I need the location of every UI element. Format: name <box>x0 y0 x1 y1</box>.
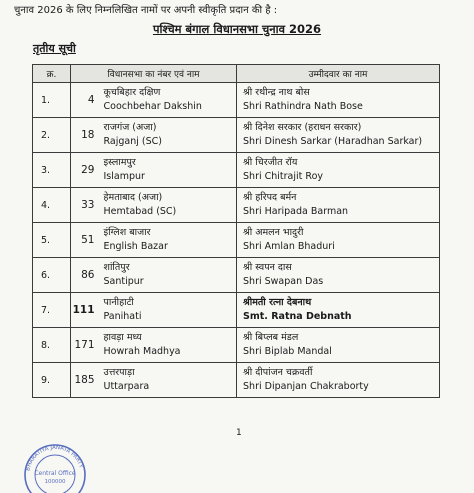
constituency-number: 171 <box>71 328 99 363</box>
constituency-name-english: Santipur <box>103 276 144 287</box>
constituency-name-english: Islampur <box>103 171 145 182</box>
stamp-line2: 100000 <box>44 479 66 485</box>
candidate-name-hindi: श्री दिनेश सरकार (हराधन सरकार) <box>243 122 362 133</box>
candidate-name-english: Shri Chitrajit Roy <box>243 171 324 182</box>
candidate-name-hindi: श्री अमलन भादुरी <box>243 227 304 238</box>
constituency-name-english: Hemtabad (SC) <box>103 206 177 217</box>
constituency-number: 185 <box>71 363 99 398</box>
constituency-name-hindi: हेमताबाद (अजा) <box>103 192 163 203</box>
stamp-ring-text: BHARATIYA JANATA PARTY <box>25 444 84 472</box>
candidate-table <box>32 64 440 398</box>
candidate-name-english: Shri Rathindra Nath Bose <box>243 101 363 112</box>
table-row <box>33 153 440 188</box>
constituency-name-english: Uttarpara <box>103 381 150 392</box>
candidate-name-english: Shri Dipanjan Chakraborty <box>243 381 369 392</box>
constituency-name-cell <box>99 83 237 118</box>
document-heading <box>0 22 474 37</box>
constituency-name-cell <box>99 118 237 153</box>
constituency-name-cell <box>99 293 237 328</box>
table-row <box>33 223 440 258</box>
party-office-stamp <box>15 433 95 493</box>
table-body <box>33 83 440 398</box>
candidate-name-hindi: श्री बिप्लब मंडल <box>243 332 299 343</box>
serial-cell: 2. <box>33 118 71 153</box>
page-number: 1 <box>236 428 242 438</box>
constituency-name-english: Rajganj (SC) <box>103 136 162 147</box>
candidate-name-english: Shri Swapan Das <box>243 276 324 287</box>
constituency-number: 4 <box>71 83 99 118</box>
table-row <box>33 328 440 363</box>
header-serial: क्र. <box>33 65 71 83</box>
candidate-name-english: Shri Amlan Bhaduri <box>243 241 335 252</box>
constituency-name-cell <box>99 363 237 398</box>
candidate-name-cell <box>237 223 440 258</box>
constituency-name-english: Howrah Madhya <box>103 346 181 357</box>
serial-cell: 7. <box>33 293 71 328</box>
table-row <box>33 293 440 328</box>
constituency-name-english: Panihati <box>103 311 142 322</box>
constituency-name-hindi: शांतिपुर <box>103 262 130 273</box>
header-candidate: उम्मीदवार का नाम <box>237 65 440 83</box>
table-row <box>33 258 440 293</box>
constituency-number: 18 <box>71 118 99 153</box>
constituency-number: 86 <box>71 258 99 293</box>
constituency-name-english: Coochbehar Dakshin <box>103 101 202 112</box>
candidate-name-english: Shri Haripada Barman <box>243 206 349 217</box>
serial-cell: 4. <box>33 188 71 223</box>
candidate-name-hindi: श्री स्वपन दास <box>243 262 292 273</box>
constituency-name-hindi: पानीहाटी <box>103 297 134 308</box>
candidate-name-english: Shri Biplab Mandal <box>243 346 332 357</box>
constituency-name-hindi: कूचबिहार दक्षिण <box>103 87 161 98</box>
candidate-name-english: Shri Dinesh Sarkar (Haradhan Sarkar) <box>243 136 423 147</box>
table-row <box>33 83 440 118</box>
constituency-name-cell <box>99 188 237 223</box>
svg-text:BHARATIYA JANATA PARTY <box>25 445 84 472</box>
candidate-name-english: Smt. Ratna Debnath <box>243 311 352 322</box>
candidate-name-cell <box>237 293 440 328</box>
serial-cell: 5. <box>33 223 71 258</box>
constituency-name-hindi: राजगंज (अजा) <box>103 122 157 133</box>
candidate-name-hindi: श्री चिरजीत रॉय <box>243 157 298 168</box>
constituency-name-cell <box>99 223 237 258</box>
candidate-name-cell <box>237 188 440 223</box>
candidate-name-hindi: श्रीमती रत्ना देबनाथ <box>243 297 312 308</box>
header-constituency: विधानसभा का नंबर एवं नाम <box>71 65 237 83</box>
serial-cell: 1. <box>33 83 71 118</box>
constituency-name-cell <box>99 153 237 188</box>
constituency-name-hindi: उत्तरपाड़ा <box>103 367 135 378</box>
constituency-number: 29 <box>71 153 99 188</box>
candidate-name-hindi: श्री हरिपद बर्मन <box>243 192 297 203</box>
candidate-name-cell <box>237 153 440 188</box>
constituency-number: 111 <box>71 293 99 328</box>
constituency-name-cell <box>99 328 237 363</box>
serial-cell: 9. <box>33 363 71 398</box>
constituency-name-cell <box>99 258 237 293</box>
constituency-name-english: English Bazar <box>103 241 168 252</box>
constituency-name-hindi: हावड़ा मध्य <box>103 332 142 343</box>
table-row <box>33 118 440 153</box>
candidate-name-cell <box>237 118 440 153</box>
list-title: तृतीय सूची <box>33 42 76 55</box>
heading-text: पश्चिम बंगाल विधानसभा चुनाव 2026 <box>152 22 322 36</box>
stamp-seal <box>25 445 85 493</box>
table-row <box>33 188 440 223</box>
constituency-name-hindi: इस्लामपुर <box>103 157 136 168</box>
table-header-row <box>33 65 440 83</box>
stamp-line1: Central Office <box>34 470 76 477</box>
serial-cell: 3. <box>33 153 71 188</box>
serial-cell: 6. <box>33 258 71 293</box>
candidate-name-cell <box>237 328 440 363</box>
serial-cell: 8. <box>33 328 71 363</box>
intro-text: चुनाव 2026 के लिए निम्नलिखित नामों पर अपनी स्वीकृति प्रदान की है : <box>14 5 278 16</box>
candidate-name-cell <box>237 83 440 118</box>
candidate-name-cell <box>237 363 440 398</box>
constituency-number: 33 <box>71 188 99 223</box>
constituency-number: 51 <box>71 223 99 258</box>
constituency-name-hindi: इंग्लिश बाजार <box>103 227 151 238</box>
candidate-name-hindi: श्री रथीन्द्र नाथ बोस <box>243 87 310 98</box>
table-row <box>33 363 440 398</box>
candidate-name-cell <box>237 258 440 293</box>
candidate-name-hindi: श्री दीपांजन चक्रवर्ती <box>243 367 313 378</box>
